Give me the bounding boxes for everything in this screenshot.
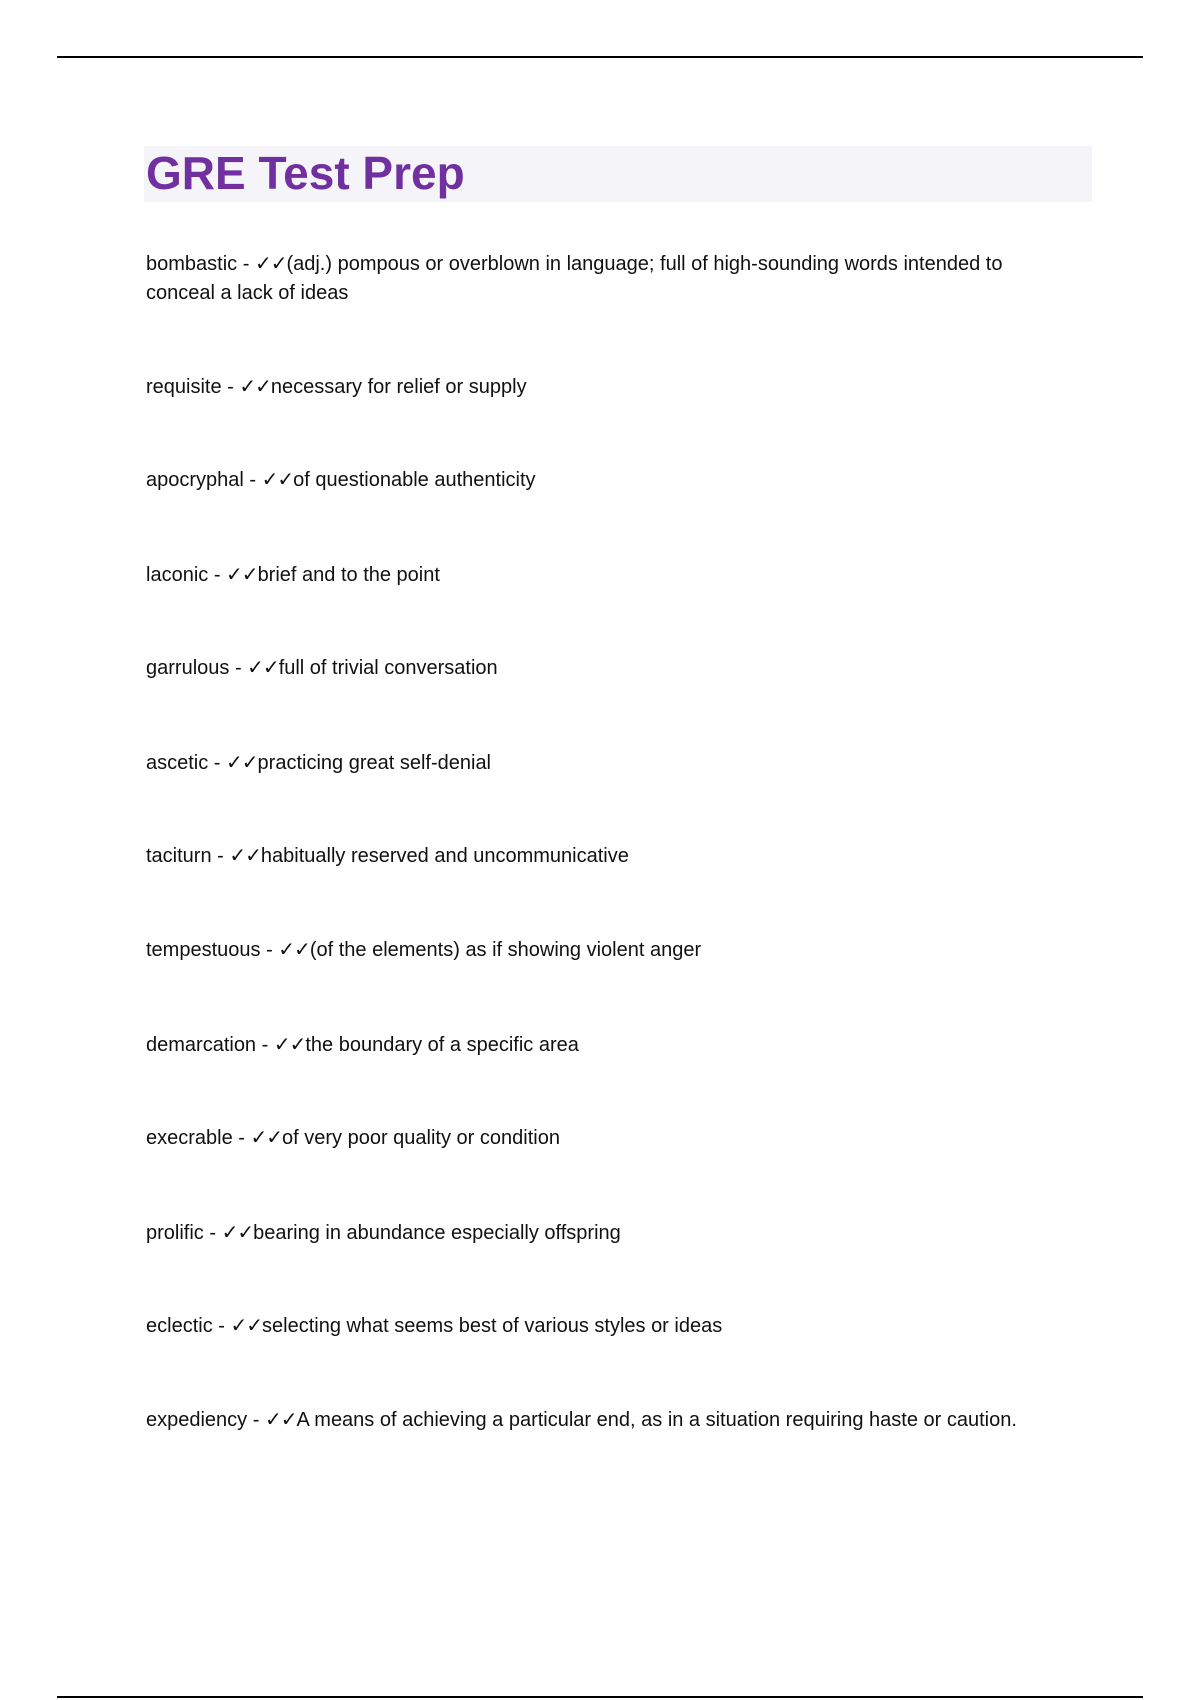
vocab-entry-taciturn xyxy=(146,841,1066,871)
vocab-definition: practicing great self-denial xyxy=(257,752,492,774)
separator: - xyxy=(229,657,248,679)
vocab-term: execrable xyxy=(146,1127,233,1149)
separator: - xyxy=(243,469,262,491)
double-check-icon: ✓✓ xyxy=(264,1407,297,1431)
separator: - xyxy=(203,1222,222,1244)
double-check-icon: ✓✓ xyxy=(250,1125,283,1149)
vocab-term: garrulous xyxy=(146,657,230,679)
vocab-definition: of very poor quality or condition xyxy=(282,1127,560,1149)
separator: - xyxy=(212,1315,231,1337)
vocab-entry-bombastic xyxy=(146,249,1066,308)
double-check-icon: ✓✓ xyxy=(221,1220,254,1244)
vocab-entry-requisite xyxy=(146,372,1066,402)
page-title: GRE Test Prep xyxy=(146,147,465,199)
vocab-definition: (adj.) pompous or overblown in language; full of high-sounding words intended to conceal a lack of ideas xyxy=(146,253,1003,304)
double-check-icon: ✓✓ xyxy=(261,467,294,491)
double-check-icon: ✓✓ xyxy=(226,750,258,774)
double-check-icon: ✓✓ xyxy=(273,1032,306,1056)
vocab-term: bombastic xyxy=(146,253,238,275)
vocab-entry-execrable xyxy=(146,1123,1066,1153)
vocab-term: tempestuous xyxy=(146,939,261,961)
separator: - xyxy=(208,752,227,774)
vocab-term: taciturn xyxy=(146,845,212,867)
vocab-entry-expediency xyxy=(146,1405,1066,1435)
vocab-term: ascetic xyxy=(146,752,209,774)
separator: - xyxy=(232,1127,251,1149)
vocab-entry-eclectic xyxy=(146,1311,1066,1341)
vocab-definition: A means of achieving a particular end, as in a situation requiring haste or caution. xyxy=(296,1409,1017,1431)
double-check-icon: ✓✓ xyxy=(254,251,287,275)
separator: - xyxy=(256,1034,274,1056)
vocab-term: prolific xyxy=(146,1222,204,1244)
vocab-definition: brief and to the point xyxy=(257,564,440,586)
separator: - xyxy=(237,253,255,275)
vocab-term: demarcation xyxy=(146,1034,257,1056)
double-check-icon: ✓✓ xyxy=(229,843,261,867)
vocab-definition: bearing in abundance especially offspring xyxy=(253,1222,621,1244)
separator: - xyxy=(208,564,227,586)
double-check-icon: ✓✓ xyxy=(230,1313,262,1337)
vocab-entry-apocryphal xyxy=(146,465,1066,495)
separator: - xyxy=(221,376,240,398)
separator: - xyxy=(260,939,279,961)
vocab-term: expediency xyxy=(146,1409,248,1431)
double-check-icon: ✓✓ xyxy=(226,562,258,586)
vocab-term: laconic xyxy=(146,564,209,586)
bottom-rule xyxy=(57,1696,1143,1698)
vocab-entry-tempestuous xyxy=(146,935,1066,965)
double-check-icon: ✓✓ xyxy=(278,937,310,961)
vocab-definition: selecting what seems best of various styles or ideas xyxy=(262,1315,723,1337)
vocab-definition: habitually reserved and uncommunicative xyxy=(260,845,629,867)
vocab-entry-laconic xyxy=(146,560,1066,590)
vocab-term: apocryphal xyxy=(146,469,244,491)
vocab-term: requisite xyxy=(146,376,222,398)
vocab-entry-garrulous xyxy=(146,653,1066,683)
vocab-entry-prolific xyxy=(146,1218,1066,1248)
vocab-definition: the boundary of a specific area xyxy=(305,1034,579,1056)
top-rule xyxy=(57,56,1143,58)
separator: - xyxy=(211,845,230,867)
vocab-entry-ascetic xyxy=(146,748,1066,778)
vocab-term: eclectic xyxy=(146,1315,213,1337)
double-check-icon: ✓✓ xyxy=(247,655,279,679)
vocab-definition: necessary for relief or supply xyxy=(270,376,527,398)
separator: - xyxy=(247,1409,265,1431)
vocab-definition: full of trivial conversation xyxy=(278,657,498,679)
vocab-entry-demarcation xyxy=(146,1030,1066,1060)
vocab-definition: (of the elements) as if showing violent anger xyxy=(309,939,702,961)
double-check-icon: ✓✓ xyxy=(239,374,271,398)
vocab-definition: of questionable authenticity xyxy=(293,469,536,491)
